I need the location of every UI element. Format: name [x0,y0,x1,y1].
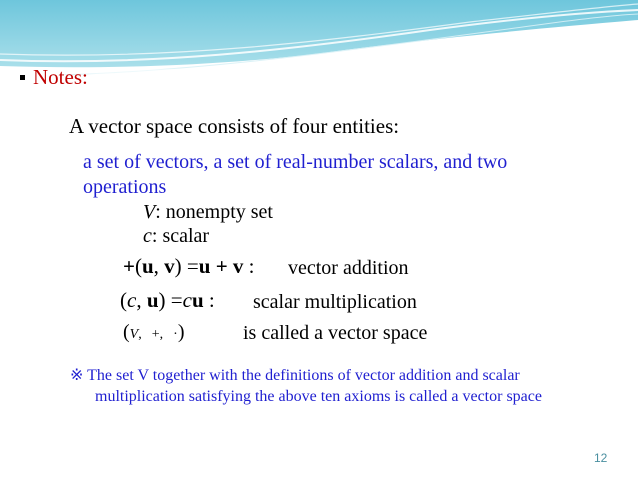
close-paren: ) [158,288,166,312]
vector-u: u [141,254,154,278]
scalar-multiplication-label: scalar multiplication [253,291,417,313]
v-description: : nonempty set [155,201,273,223]
plus-sign: + [215,254,228,278]
notes-heading: Notes: [33,65,88,89]
colon: : [248,254,255,278]
blue-line-2: operations [83,176,167,198]
dot-symbol: · [173,327,178,342]
vector-v-2: v [232,254,244,278]
c-variable: c [143,225,152,247]
v-definition [143,202,273,222]
open-paren: ( [120,288,127,312]
vector-space-tuple [123,322,184,342]
footnote-line-2: multiplication satisfying the above ten axioms is called a vector space [95,388,542,405]
comma-2: , [159,327,164,342]
blue-line-1: a set of vectors, a set of real-number scalars, and two [83,151,508,173]
square-bullet-icon [20,75,25,80]
colon: : [208,288,215,312]
comma: , [153,254,159,278]
header-decoration [0,0,638,75]
scalar-c: c [127,288,137,312]
c-description: : scalar [151,225,210,247]
scalar-c-2: c [182,288,192,312]
page-number: 12 [594,451,608,465]
vector-addition-label: vector addition [288,257,409,279]
set-v: V [129,327,139,342]
close-paren: ) [174,254,182,278]
vector-u-2: u [198,254,211,278]
plus-symbol: + [151,327,160,342]
comma-1: , [138,327,142,342]
open-paren: ( [123,321,130,343]
comma: , [136,288,142,312]
equals-sign: = [170,288,183,312]
scalar-multiplication-formula [120,290,215,311]
vector-u-2: u [191,288,204,312]
open-paren: ( [134,254,142,278]
c-definition [143,226,209,246]
footnote-line-1: ※ The set V together with the definitions of vector addition and scalar [70,367,520,384]
vector-addition-formula [123,256,255,277]
close-paren: ) [177,321,185,343]
equals-sign: = [186,254,199,278]
vector-v: v [164,254,175,278]
v-variable: V [143,201,156,223]
vector-space-label: is called a vector space [243,322,428,344]
vector-u: u [146,288,159,312]
intro-text: A vector space consists of four entities: [69,114,400,138]
plus-operator: + [123,254,135,278]
